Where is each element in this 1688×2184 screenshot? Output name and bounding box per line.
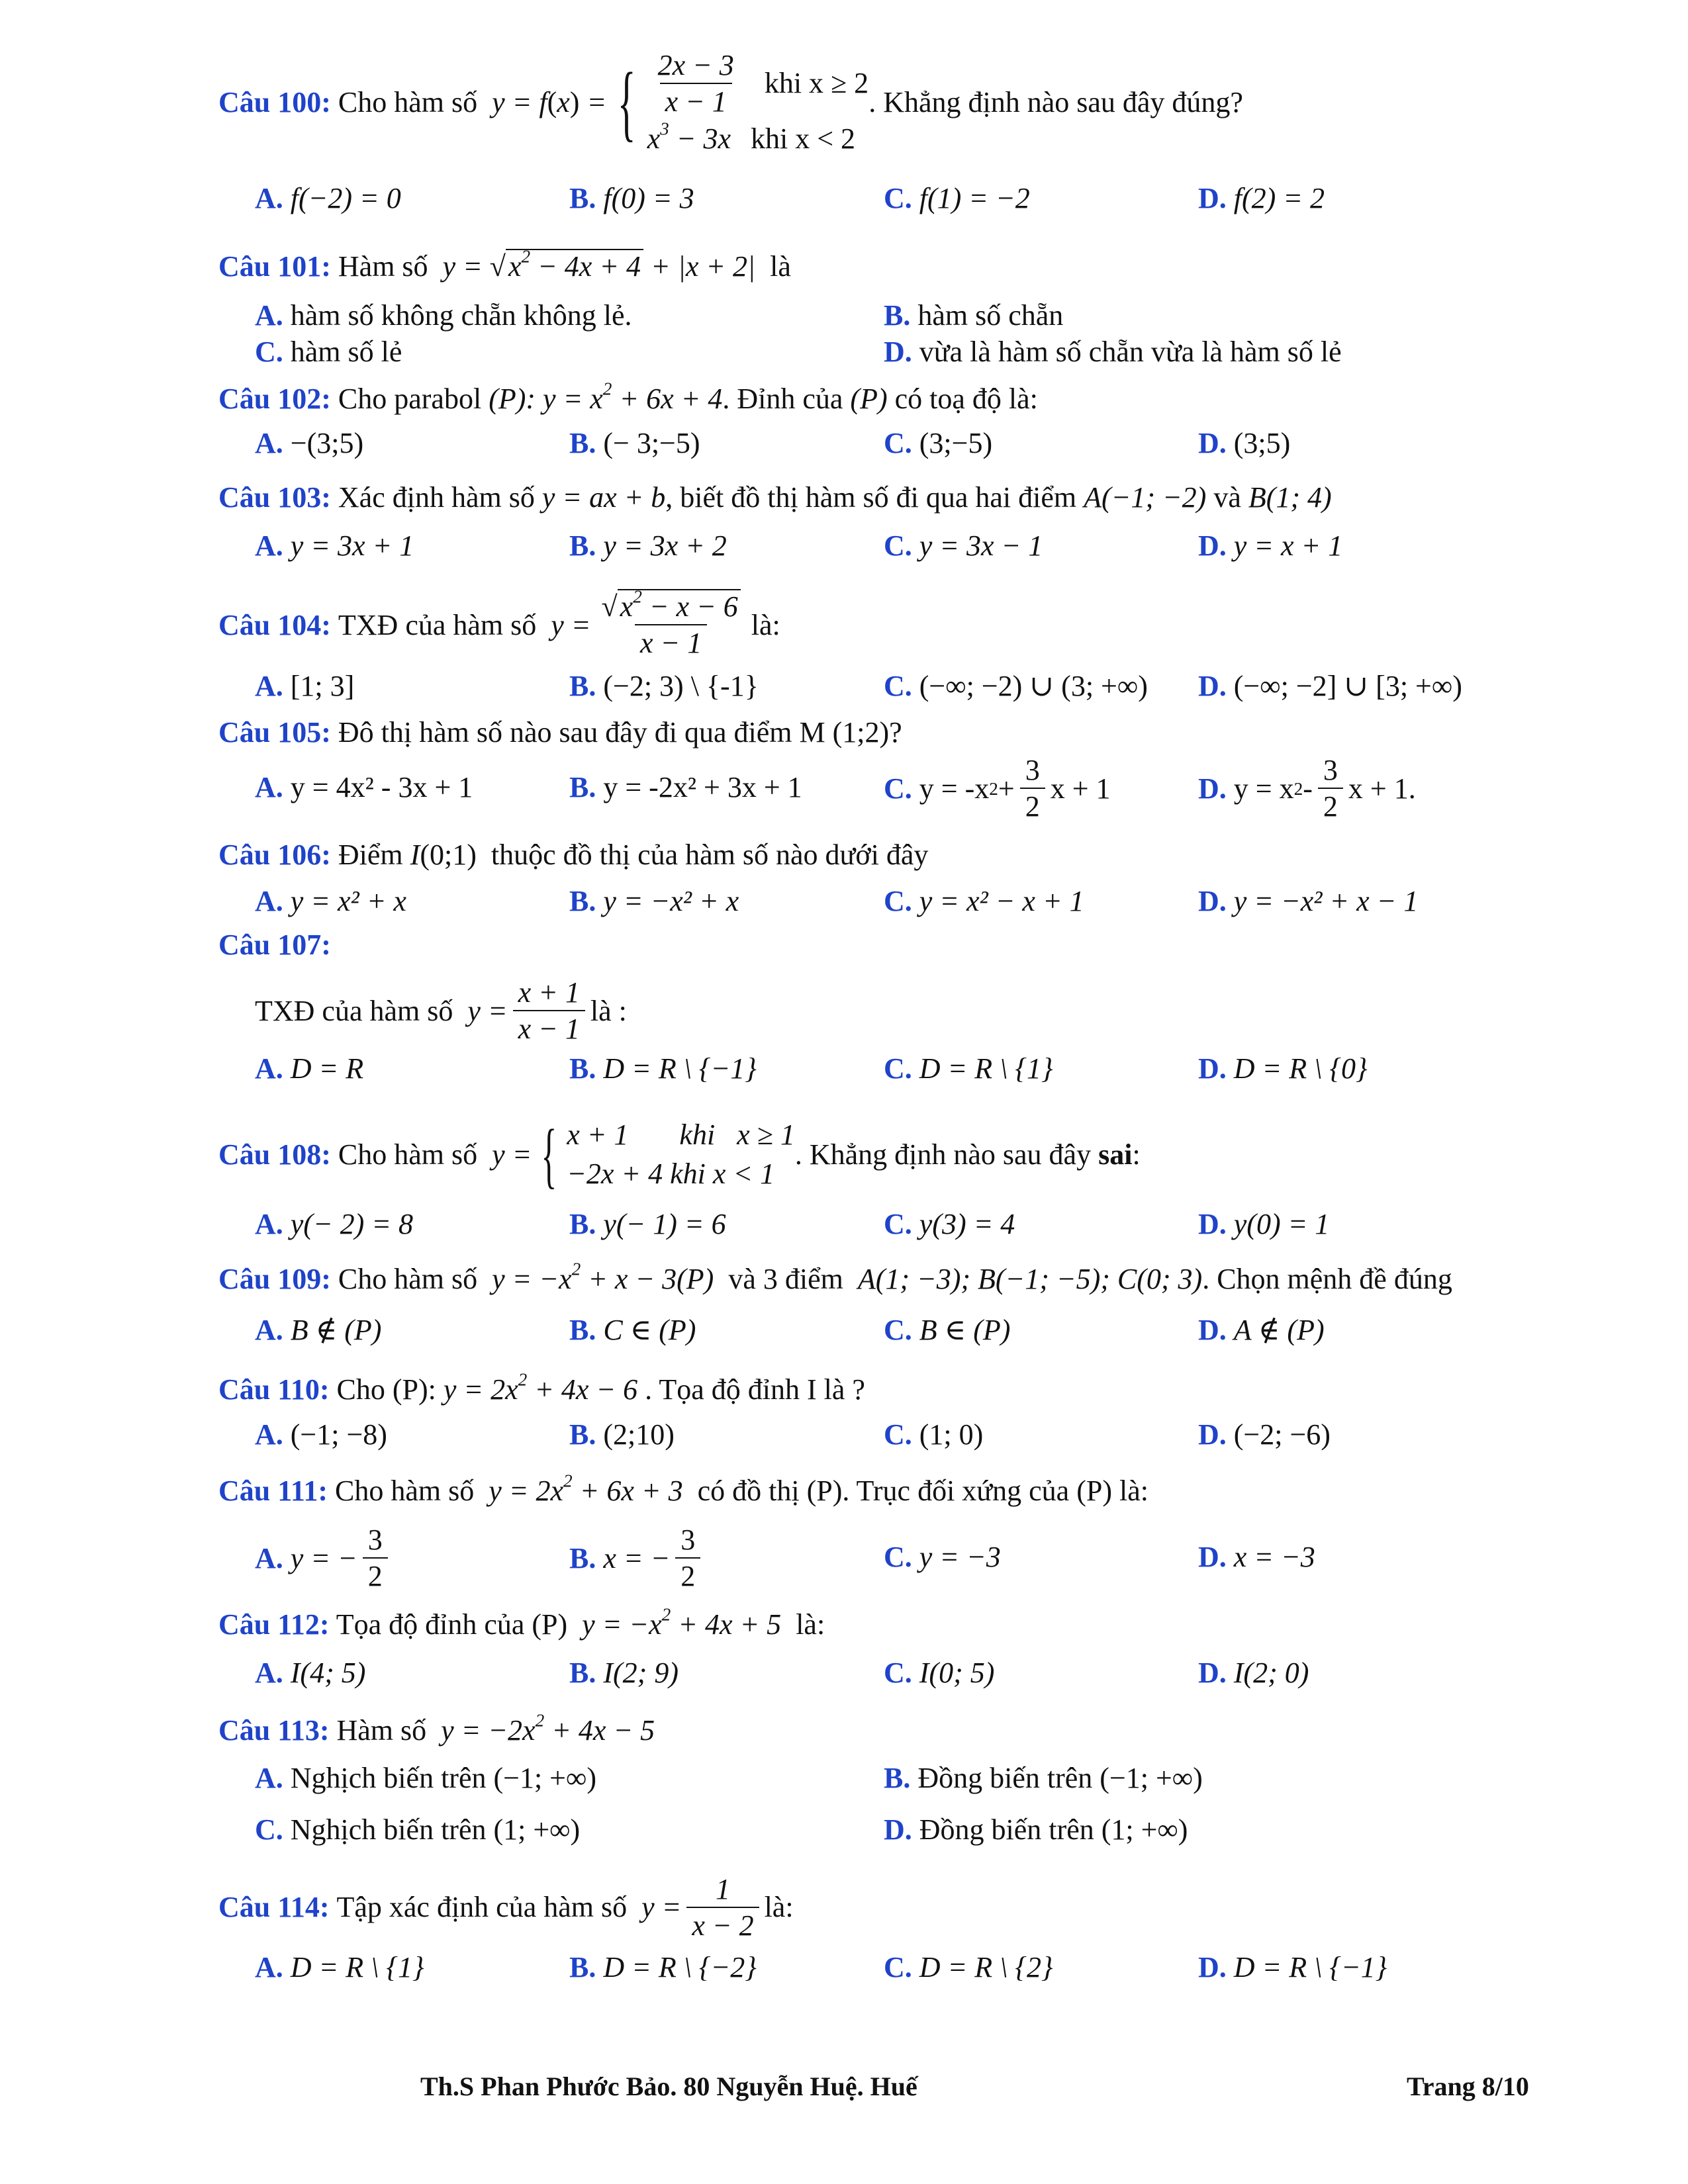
q106-opt-d[interactable]: D. y = −x² + x − 1 bbox=[1198, 885, 1419, 917]
q104-label: Câu 104: bbox=[218, 608, 331, 641]
q114-opt-a[interactable]: A. D = R \ {1} bbox=[255, 1951, 424, 1983]
q114-opt-b[interactable]: B. D = R \ {−2} bbox=[569, 1951, 757, 1983]
q110-text: Cho (P): bbox=[336, 1373, 436, 1406]
q112-tail: là: bbox=[796, 1608, 825, 1641]
q104-stem: Câu 104: TXĐ của hàm số y = $\frac{√x^2 - x - 6}{x - 1}$ là: bbox=[218, 586, 780, 659]
q106-opt-c[interactable]: C. y = x² − x + 1 bbox=[884, 885, 1084, 917]
q114-opt-c[interactable]: C. D = R \ {2} bbox=[884, 1951, 1053, 1983]
q110-label: Câu 110: bbox=[218, 1373, 330, 1406]
q105-opt-a[interactable]: A. y = 4x² - 3x + 1 bbox=[255, 771, 473, 803]
q105-opt-d[interactable]: D. y = x 2 - $\frac{3}{2}$ x + 1. bbox=[1198, 754, 1416, 823]
q111-text: Cho hàm số bbox=[335, 1475, 475, 1507]
q100-opt-c[interactable]: C. f(1) = −2 bbox=[884, 182, 1030, 214]
q100-case1-cond: khi x ≥ 2 bbox=[764, 67, 869, 100]
q101-tail: là bbox=[770, 250, 791, 283]
q103-mid: , biết đồ thị hàm số đi qua hai điểm bbox=[665, 481, 1077, 514]
q107-stem: TXĐ của hàm số y = $\frac{x + 1}{x - 1}$ là : bbox=[255, 976, 627, 1045]
q106-stem: Câu 106: Điểm I(0;1) thuộc đồ thị của hàm số nào dưới đây bbox=[218, 839, 929, 871]
q113-stem: Câu 113: Hàm số $y = -2x^2 + 4x - 5$ bbox=[218, 1710, 655, 1747]
q111-opt-b[interactable]: B. x = − $\frac{3}{2}$ bbox=[569, 1519, 706, 1598]
q107-opt-b[interactable]: B. D = R \ {−1} bbox=[569, 1052, 757, 1085]
q114-opt-d[interactable]: D. D = R \ {−1} bbox=[1198, 1951, 1387, 1983]
q110-opt-b[interactable]: B. (2;10) bbox=[569, 1418, 675, 1451]
q103-opt-c[interactable]: C. y = 3x − 1 bbox=[884, 529, 1043, 562]
q102-tail: có toạ độ là: bbox=[894, 383, 1038, 415]
q111-label: Câu 111: bbox=[218, 1475, 328, 1507]
q110-stem: Câu 110: Cho (P): $y = 2x^2 + 4x - 6$ . Tọa độ đỉnh I là ? bbox=[218, 1369, 865, 1406]
q102-opt-c[interactable]: C. (3;−5) bbox=[884, 427, 993, 459]
q107-label: Câu 107: bbox=[218, 929, 331, 961]
q109-opt-b[interactable]: B. C ∈ (P) bbox=[569, 1314, 696, 1346]
q102-mid: . Đỉnh của bbox=[722, 383, 843, 415]
q101-label: Câu 101: bbox=[218, 250, 331, 283]
q112-opt-c[interactable]: C. I(0; 5) bbox=[884, 1657, 995, 1689]
q109-stem: Câu 109: Cho hàm số $y = -x^2 + x - 3(P)$ và 3 điểm A(1; −3); B(−1; −5); C(0; 3). Chọn mệnh đề đúng bbox=[218, 1259, 1452, 1295]
q100-opt-d[interactable]: D. f(2) = 2 bbox=[1198, 182, 1325, 214]
q107-text: TXĐ của hàm số bbox=[255, 994, 453, 1027]
q105-text: Đô thị hàm số nào sau đây đi qua điểm M (1;2)? bbox=[338, 716, 902, 749]
q102-text: Cho parabol bbox=[338, 383, 482, 415]
q109-mid: và 3 điểm bbox=[728, 1263, 843, 1295]
q103-opt-a[interactable]: A. y = 3x + 1 bbox=[255, 529, 414, 562]
q112-stem: Câu 112: Tọa độ đỉnh của (P) $y = -x^2 + 4x + 5$ là: bbox=[218, 1604, 825, 1641]
q101-opt-c[interactable]: C. hàm số lẻ bbox=[255, 336, 402, 368]
q105-opt-c[interactable]: C. y = -x 2 + $\frac{3}{2}$ x + 1 bbox=[884, 754, 1111, 823]
q102-opt-d[interactable]: D. (3;5) bbox=[1198, 427, 1291, 459]
q103-label: Câu 103: bbox=[218, 481, 331, 514]
q112-opt-a[interactable]: A. I(4; 5) bbox=[255, 1657, 366, 1689]
q111-stem: Câu 111: Cho hàm số $y = 2x^2 + 6x + 3$ có đồ thị (P). Trục đối xứng của (P) là: bbox=[218, 1471, 1149, 1507]
q107-opt-a[interactable]: A. D = R bbox=[255, 1052, 364, 1085]
q111-tail: có đồ thị (P). Trục đối xứng của (P) là: bbox=[697, 1475, 1149, 1507]
footer-author: Th.S Phan Phước Bảo. 80 Nguyễn Huệ. Huế bbox=[420, 2071, 917, 2101]
q114-label: Câu 114: bbox=[218, 1891, 330, 1924]
q104-opt-d[interactable]: D. (−∞; −2] ∪ [3; +∞) bbox=[1198, 670, 1462, 702]
q108-opt-c[interactable]: C. y(3) = 4 bbox=[884, 1208, 1015, 1240]
q100-text: Cho hàm số bbox=[338, 85, 478, 118]
q108-text: Cho hàm số bbox=[338, 1138, 478, 1171]
q107-tail: là : bbox=[590, 994, 627, 1027]
q103-and: và bbox=[1213, 481, 1241, 514]
q104-opt-a[interactable]: A. [1; 3] bbox=[255, 670, 355, 702]
q101-stem bbox=[218, 246, 791, 284]
q106-label: Câu 106: bbox=[218, 839, 331, 871]
q113-opt-d[interactable]: D. Đồng biến trên (1; +∞) bbox=[884, 1813, 1188, 1846]
q114-stem: Câu 114: Tập xác định của hàm số y = $\frac{1}{x - 2}$ là: bbox=[218, 1872, 794, 1942]
q107-opt-d[interactable]: D. D = R \ {0} bbox=[1198, 1052, 1368, 1085]
q111-opt-a[interactable]: A. y = − $\frac{3}{2}$ bbox=[255, 1519, 393, 1598]
q108-cases: x + 1 khi x ≥ 1 −2x + 4 khi x < 1 bbox=[567, 1118, 795, 1190]
q102-opt-a[interactable]: A. −(3;5) bbox=[255, 427, 364, 459]
q109-opt-c[interactable]: C. B ∈ (P) bbox=[884, 1314, 1011, 1346]
q108-tail-bold: sai bbox=[1098, 1138, 1133, 1171]
q111-opt-d[interactable]: D. x = −3 bbox=[1198, 1541, 1315, 1573]
q112-opt-d[interactable]: D. I(2; 0) bbox=[1198, 1657, 1309, 1689]
q114-text: Tập xác định của hàm số bbox=[336, 1891, 628, 1924]
q100-func: y = f(x) = bbox=[492, 85, 607, 118]
q107-opt-c[interactable]: C. D = R \ {1} bbox=[884, 1052, 1053, 1085]
q109-tail: . Chọn mệnh đề đúng bbox=[1202, 1263, 1452, 1295]
q106-opt-b[interactable]: B. y = −x² + x bbox=[569, 885, 739, 917]
q104-opt-c[interactable]: C. (−∞; −2) ∪ (3; +∞) bbox=[884, 670, 1148, 702]
q101-text: Hàm số bbox=[338, 250, 428, 283]
q109-opt-d[interactable]: D. A ∉ (P) bbox=[1198, 1314, 1325, 1346]
q100-opt-b[interactable]: B. f(0) = 3 bbox=[569, 182, 694, 214]
q101-opt-a[interactable]: A. hàm số không chẵn không lẻ. bbox=[255, 299, 632, 332]
q109-label: Câu 109: bbox=[218, 1263, 331, 1295]
q103-opt-b[interactable]: B. y = 3x + 2 bbox=[569, 529, 727, 562]
q106-opt-a[interactable]: A. y = x² + x bbox=[255, 885, 406, 917]
q100-brace: { bbox=[618, 56, 636, 150]
q110-opt-a[interactable]: A. (−1; −8) bbox=[255, 1418, 387, 1451]
q112-label: Câu 112: bbox=[218, 1608, 330, 1641]
q108-opt-d[interactable]: D. y(0) = 1 bbox=[1198, 1208, 1330, 1240]
q108-stem: Câu 108: Cho hàm số y = { x + 1 khi x ≥ 1 −2x + 4 khi x < 1 . Khẳng định nào sau đây sai : bbox=[218, 1115, 1141, 1195]
q113-opt-c[interactable]: C. Nghịch biến trên (1; +∞) bbox=[255, 1813, 581, 1846]
q105-label: Câu 105: bbox=[218, 716, 331, 749]
q100-opt-a[interactable]: A. f(−2) = 0 bbox=[255, 182, 401, 214]
q111-opt-c[interactable]: C. y = −3 bbox=[884, 1541, 1001, 1573]
q103-opt-d[interactable]: D. y = x + 1 bbox=[1198, 529, 1343, 562]
q100-case2-cond: khi x < 2 bbox=[750, 122, 856, 156]
q100-cases: $\frac{2x - 3}{x - 1}$ khi x ≥ 2 $x^3 - 3x$ khi x < 2 bbox=[647, 49, 869, 156]
q112-text: Tọa độ đỉnh của (P) bbox=[336, 1608, 568, 1641]
q113-text: Hàm số bbox=[336, 1714, 427, 1747]
q101-opt-b[interactable]: B. hàm số chẵn bbox=[884, 299, 1064, 332]
q104-tail: là: bbox=[751, 608, 780, 641]
q102-stem: Câu 102: Cho parabol (P): $y = x^2 + 6x + 4$. Đỉnh của (P) có toạ độ là: bbox=[218, 379, 1038, 415]
q100-stem bbox=[218, 36, 1243, 169]
q113-label: Câu 113: bbox=[218, 1714, 330, 1747]
q108-opt-b[interactable]: B. y(− 1) = 6 bbox=[569, 1208, 726, 1240]
q101-opt-d[interactable]: D. vừa là hàm số chẵn vừa là hàm số lẻ bbox=[884, 336, 1342, 368]
q106-text: Điểm bbox=[338, 839, 403, 871]
q113-opt-a[interactable]: A. Nghịch biến trên (−1; +∞) bbox=[255, 1762, 597, 1794]
q102-opt-b[interactable]: B. (− 3;−5) bbox=[569, 427, 700, 459]
q108-tail: . Khẳng định nào sau đây bbox=[794, 1138, 1092, 1171]
q100-label: Câu 100: bbox=[218, 85, 331, 118]
q106-tail: thuộc đồ thị của hàm số nào dưới đây bbox=[491, 839, 929, 871]
q105-opt-b[interactable]: B. y = -2x² + 3x + 1 bbox=[569, 771, 802, 803]
q112-opt-b[interactable]: B. I(2; 9) bbox=[569, 1657, 679, 1689]
q110-opt-c[interactable]: C. (1; 0) bbox=[884, 1418, 984, 1451]
q101-func: $y = √x^2 - 4x + 4 + |x + 2|$ bbox=[442, 246, 756, 283]
q110-tail: . Tọa độ đỉnh I là ? bbox=[645, 1373, 865, 1406]
footer-page-number: Trang 8/10 bbox=[1407, 2071, 1529, 2101]
q100-tail: . Khẳng định nào sau đây đúng? bbox=[868, 85, 1243, 118]
q110-opt-d[interactable]: D. (−2; −6) bbox=[1198, 1418, 1331, 1451]
q109-opt-a[interactable]: A. B ∉ (P) bbox=[255, 1314, 382, 1346]
q108-brace: { bbox=[541, 1115, 557, 1195]
q104-text: TXĐ của hàm số bbox=[338, 608, 537, 641]
q108-label: Câu 108: bbox=[218, 1138, 331, 1171]
q108-opt-a[interactable]: A. y(− 2) = 8 bbox=[255, 1208, 413, 1240]
q105-stem bbox=[218, 716, 902, 750]
q103-text: Xác định hàm số bbox=[338, 481, 535, 514]
q103-stem: Câu 103: Xác định hàm số y = ax + b, biết đồ thị hàm số đi qua hai điểm A(−1; −2) và B(1; 4) bbox=[218, 481, 1332, 514]
q113-opt-b[interactable]: B. Đồng biến trên (−1; +∞) bbox=[884, 1762, 1203, 1794]
q109-text: Cho hàm số bbox=[338, 1263, 478, 1295]
q102-label: Câu 102: bbox=[218, 383, 331, 415]
q104-opt-b[interactable]: B. (−2; 3) \ {-1} bbox=[569, 670, 759, 702]
q114-tail: là: bbox=[764, 1891, 794, 1924]
